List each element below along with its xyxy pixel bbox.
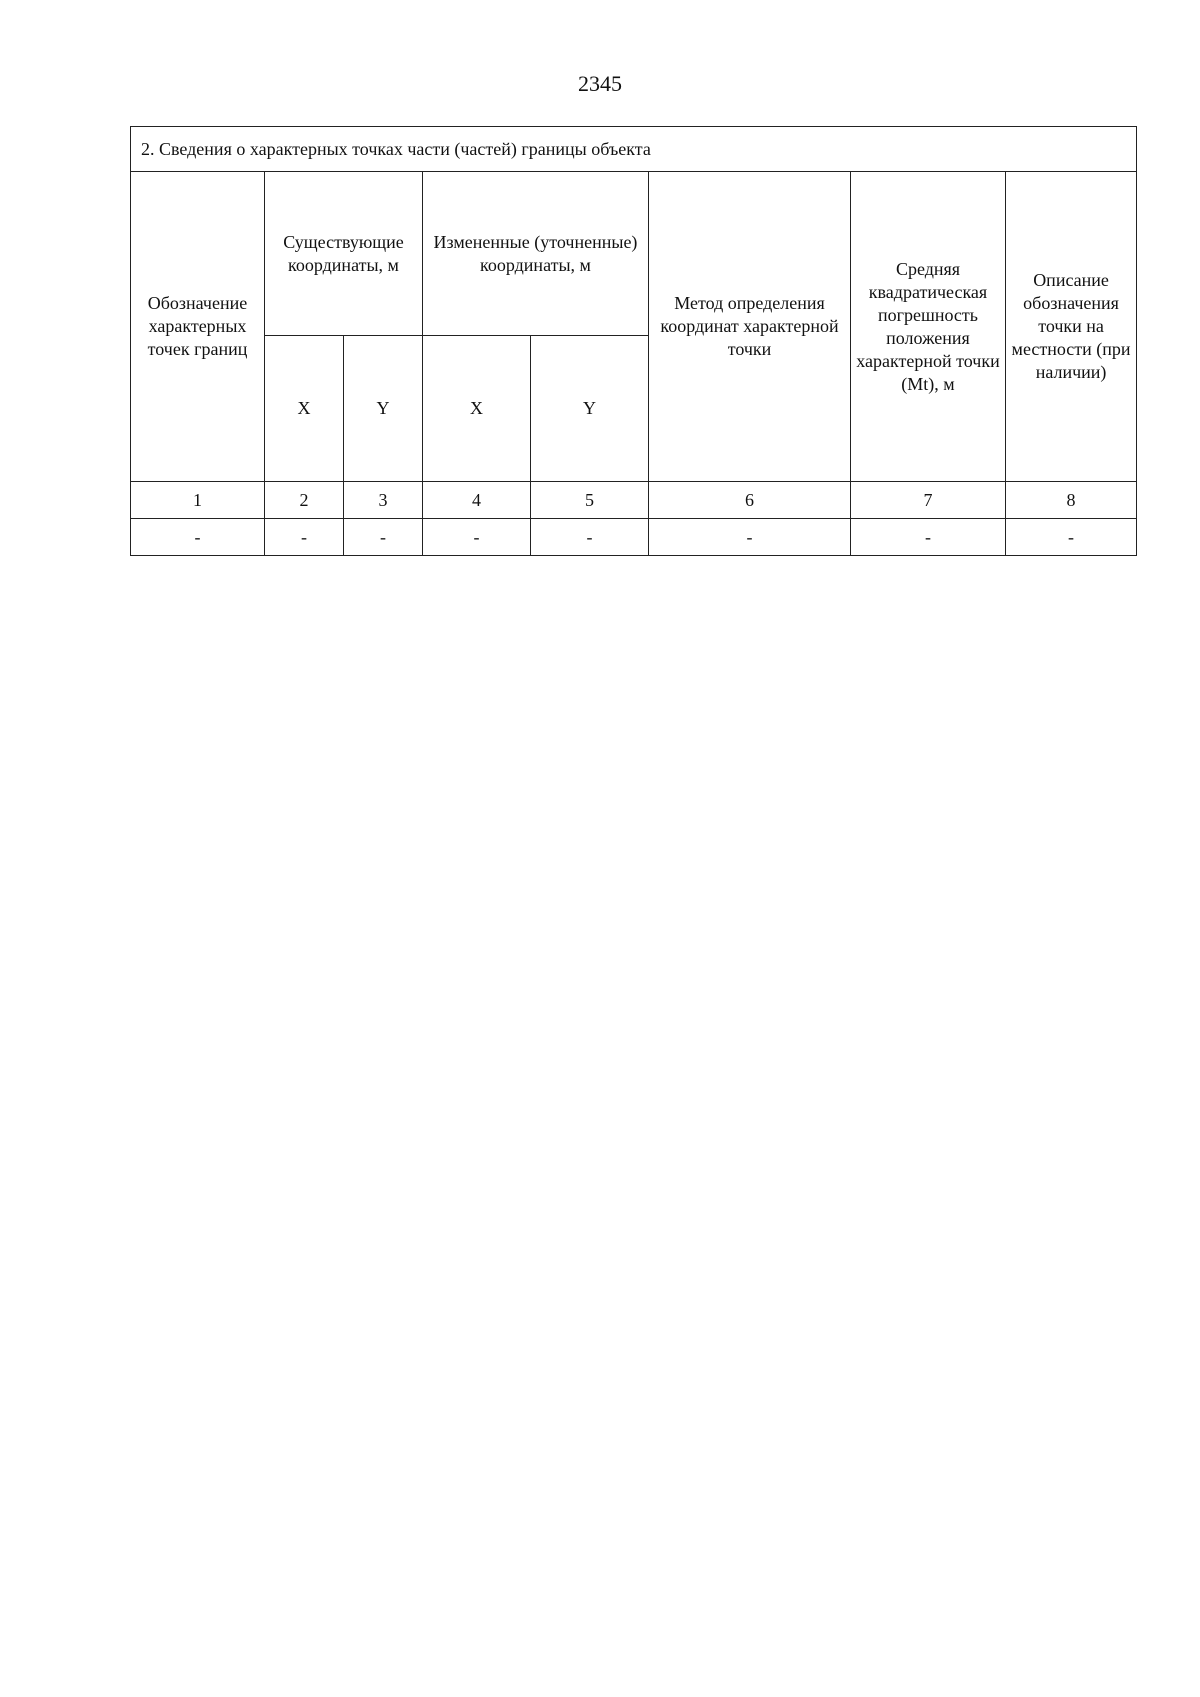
header-y-changed: Y (531, 336, 649, 482)
table-cell: - (531, 519, 649, 556)
column-number: 6 (649, 482, 851, 519)
table-row (131, 519, 1137, 556)
table-cell: - (131, 519, 265, 556)
header-x-existing: X (265, 336, 344, 482)
column-number: 8 (1006, 482, 1137, 519)
header-description-text: Описание обозначения точки на местности (при наличии) (1011, 270, 1131, 382)
column-number: 2 (265, 482, 344, 519)
header-mean-error (851, 172, 1006, 482)
column-number: 1 (131, 482, 265, 519)
header-changed-coords-text: Измененные (уточненные) координаты, м (433, 231, 638, 275)
header-designation-text: Обозначение характерных точек границ (147, 293, 248, 359)
table-cell: - (649, 519, 851, 556)
header-x-changed: X (423, 336, 531, 482)
column-number: 7 (851, 482, 1006, 519)
table-cell: - (423, 519, 531, 556)
table-cell: - (851, 519, 1006, 556)
header-method-text: Метод определения координат характерной точки (660, 293, 839, 359)
header-changed-coords (423, 172, 649, 336)
header-method (649, 172, 851, 482)
column-number: 4 (423, 482, 531, 519)
page-number: 2345 (578, 71, 622, 96)
header-description (1006, 172, 1137, 482)
header-y-existing: Y (344, 336, 423, 482)
table-cell: - (1006, 519, 1137, 556)
header-mean-error-text: Средняя квадратическая погрешность положения характерной точки (Mt), м (856, 258, 1000, 394)
header-existing-coords-text: Существующие координаты, м (283, 231, 404, 275)
characteristic-points-table (130, 126, 1137, 556)
column-number-row (131, 482, 1137, 519)
header-existing-coords (265, 172, 423, 336)
table-cell: - (344, 519, 423, 556)
column-number: 5 (531, 482, 649, 519)
section-title: 2. Сведения о характерных точках части (частей) границы объекта (131, 127, 1137, 172)
header-designation (131, 172, 265, 482)
column-number: 3 (344, 482, 423, 519)
table-cell: - (265, 519, 344, 556)
